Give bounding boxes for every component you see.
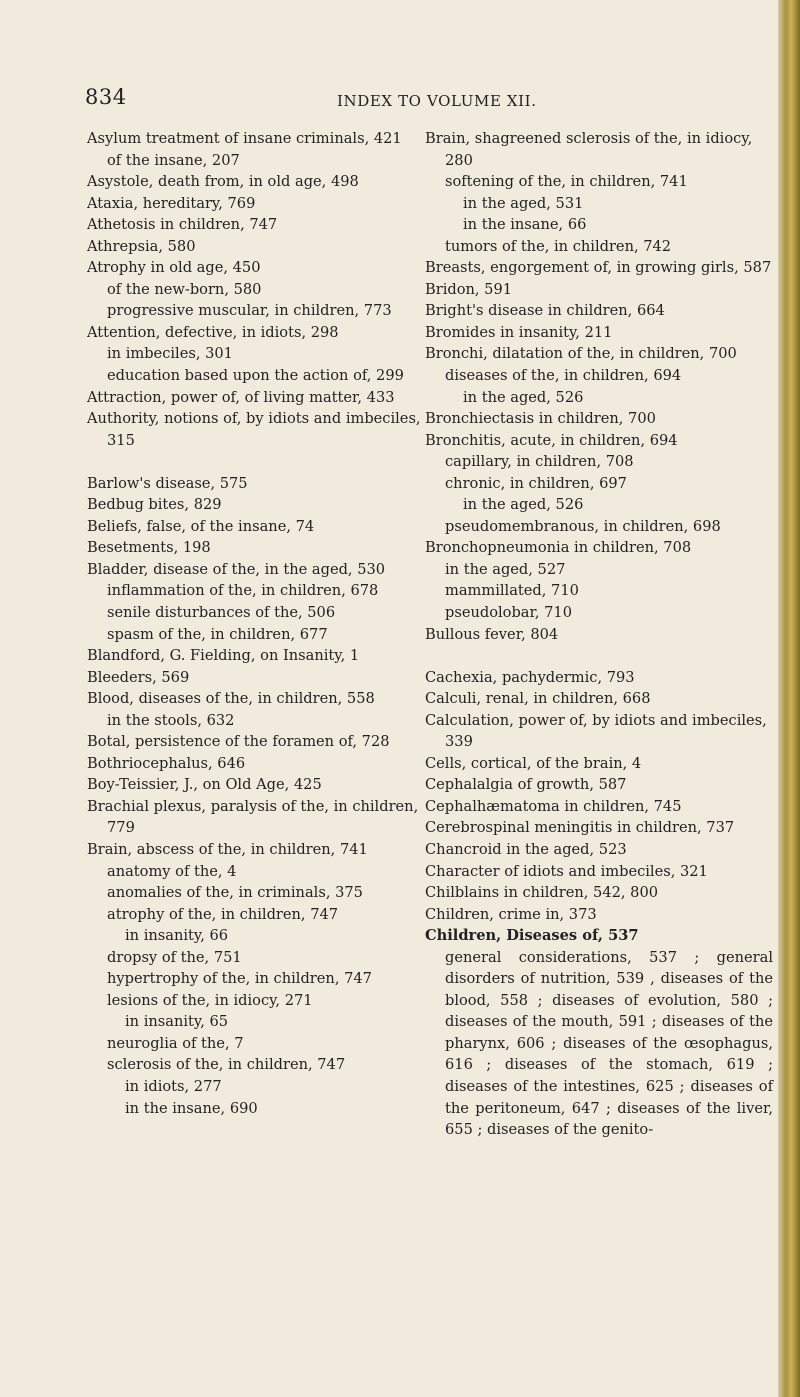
index-column-right <box>425 128 778 1141</box>
index-entry: Cells, cortical, of the brain, 4 <box>425 754 642 772</box>
scanned-page-edge <box>778 0 800 1397</box>
index-entry: Barlow's disease, 575 <box>87 474 248 492</box>
index-entry: Authority, notions of, by idiots and imbeciles, 315 <box>87 410 426 449</box>
page-header <box>85 85 765 115</box>
index-entry: in the aged, 526 <box>463 496 584 514</box>
index-entry: Blandford, G. Fielding, on Insanity, 1 <box>87 647 360 665</box>
index-column-left <box>87 128 426 1119</box>
index-entry: neuroglia of the, 7 <box>107 1034 244 1052</box>
index-entry: sclerosis of the, in children, 747 <box>107 1056 346 1074</box>
index-entry: lesions of the, in idiocy, 271 <box>107 991 313 1009</box>
index-entry: pseudolobar, 710 <box>445 604 572 622</box>
index-entry: Athrepsia, 580 <box>87 237 196 255</box>
index-entry: education based upon the action of, 299 <box>107 367 404 385</box>
index-entry: Athetosis in children, 747 <box>87 216 278 234</box>
index-entry: Bleeders, 569 <box>87 668 190 686</box>
index-entry: progressive muscular, in children, 773 <box>107 302 392 320</box>
index-entry: in imbeciles, 301 <box>107 345 233 363</box>
index-entry: Bronchopneumonia in children, 708 <box>425 539 692 557</box>
index-entry: in the insane, 690 <box>125 1099 258 1117</box>
index-entry: Brain, shagreened sclerosis of the, in idiocy, 280 <box>425 130 757 169</box>
index-entry: Cephalalgia of growth, 587 <box>425 776 627 794</box>
index-entry: Asystole, death from, in old age, 498 <box>87 173 359 191</box>
index-entry: Besetments, 198 <box>87 539 211 557</box>
index-entry: Children, Diseases of, 537 <box>425 927 639 945</box>
index-entry: inflammation of the, in children, 678 <box>107 582 379 600</box>
index-entry: anatomy of the, 4 <box>107 862 237 880</box>
index-entry: in the insane, 66 <box>463 216 587 234</box>
index-entry: Attraction, power of, of living matter, 433 <box>87 388 395 406</box>
index-entry: mammillated, 710 <box>445 582 579 600</box>
index-entry: Botal, persistence of the foramen of, 728 <box>87 733 390 751</box>
index-entry: Bronchiectasis in children, 700 <box>425 410 656 428</box>
index-entry: Children, crime in, 373 <box>425 905 597 923</box>
index-entry: Chilblains in children, 542, 800 <box>425 884 659 902</box>
index-entry: Calculation, power of, by idiots and imbeciles, 339 <box>425 711 772 751</box>
index-entry: Bothriocephalus, 646 <box>87 754 246 772</box>
index-entry: Cachexia, pachydermic, 793 <box>425 668 635 686</box>
index-entry: Asylum treatment of insane criminals, 421 <box>87 130 402 147</box>
index-entry: Brachial plexus, paralysis of the, in children, 779 <box>87 797 423 837</box>
index-entry: pseudomembranous, in children, 698 <box>445 517 721 535</box>
index-entry: senile disturbances of the, 506 <box>107 603 336 621</box>
index-entry: diseases of the, in children, 694 <box>445 367 682 385</box>
index-entry: tumors of the, in children, 742 <box>445 237 672 255</box>
index-entry: Breasts, engorgement of, in growing girls, 587 <box>425 259 772 277</box>
index-entry: Cephalhæmatoma in children, 745 <box>425 797 682 815</box>
index-entry: Beliefs, false, of the insane, 74 <box>87 517 315 535</box>
index-entry: Boy-Teissier, J., on Old Age, 425 <box>87 776 322 794</box>
index-entry: in insanity, 66 <box>125 927 229 945</box>
index-entry: Calculi, renal, in children, 668 <box>425 690 651 708</box>
index-entry: in insanity, 65 <box>125 1013 229 1031</box>
index-entry: Atrophy in old age, 450 <box>87 259 261 277</box>
index-entry: Attention, defective, in idiots, 298 <box>87 323 339 341</box>
index-entry: in the stools, 632 <box>107 711 235 729</box>
index-entry: in the aged, 526 <box>463 388 584 406</box>
running-head: INDEX TO VOLUME XII. <box>337 92 537 110</box>
index-entry: in the aged, 531 <box>463 194 584 212</box>
index-entry: Cerebrospinal meningitis in children, 737 <box>425 819 735 837</box>
index-entry: chronic, in children, 697 <box>445 474 627 492</box>
index-entry: general considerations, 537 ; general disorders of nutrition, 539 , diseases of the blood, 558 ; diseases of evolution, 580 ; diseases of the mouth, 591 ; diseases of the pharynx, 606 ; diseases of the œsophagus, 616 ; diseases of the stomach, 619 ; diseases of the intestines, 625 ; diseases of the peritoneum, 647 ; diseases of the liver, 655 ; diseases of the genito- <box>445 948 778 1139</box>
index-entry: Bladder, disease of the, in the aged, 530 <box>87 560 386 578</box>
index-entry: spasm of the, in children, 677 <box>107 625 328 643</box>
index-entry: Bullous fever, 804 <box>425 625 559 643</box>
index-entry: capillary, in children, 708 <box>445 453 634 471</box>
index-entry: Blood, diseases of the, in children, 558 <box>87 690 375 708</box>
index-entry: softening of the, in children, 741 <box>445 173 688 191</box>
index-entry: in idiots, 277 <box>125 1078 222 1096</box>
index-entry: Brain, abscess of the, in children, 741 <box>87 841 368 858</box>
index-entry: of the insane, 207 <box>107 151 240 169</box>
index-entry: Bedbug bites, 829 <box>87 496 222 514</box>
index-entry: Bronchitis, acute, in children, 694 <box>425 431 678 449</box>
index-entry: Bromides in insanity, 211 <box>425 323 613 341</box>
index-entry: Bright's disease in children, 664 <box>425 302 665 320</box>
index-entry: hypertrophy of the, in children, 747 <box>107 970 372 988</box>
index-entry: Ataxia, hereditary, 769 <box>87 194 256 212</box>
index-entry: Bridon, 591 <box>425 280 513 298</box>
index-entry: Bronchi, dilatation of the, in children, 700 <box>425 345 737 363</box>
index-entry: dropsy of the, 751 <box>107 948 242 966</box>
index-entry: Character of idiots and imbeciles, 321 <box>425 862 708 880</box>
index-entry: of the new-born, 580 <box>107 280 262 298</box>
index-entry: Chancroid in the aged, 523 <box>425 841 627 858</box>
index-entry: atrophy of the, in children, 747 <box>107 905 339 923</box>
page-number: 834 <box>85 85 127 109</box>
index-entry: anomalies of the, in criminals, 375 <box>107 884 363 902</box>
index-entry: in the aged, 527 <box>445 560 566 578</box>
